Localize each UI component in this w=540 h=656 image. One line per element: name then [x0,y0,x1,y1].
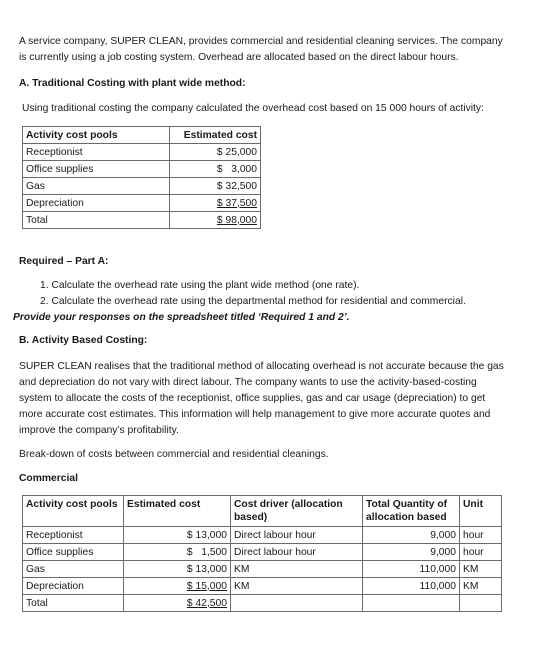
col-header-unit: Unit [460,496,502,527]
section-b-para-line: improve the company’s profitability. [19,425,179,436]
cell-driver: Direct labour hour [231,544,363,561]
cell-cost: $ 13,000 [124,527,231,544]
table-row [23,161,261,178]
table-row [23,544,502,561]
cell-cost-total: $ 42,500 [186,597,227,609]
cell-pool: Total [23,595,124,612]
cell-quantity: 9,000 [363,544,460,561]
table-header-row [23,127,261,144]
cell-unit [460,595,502,612]
cell-cost: $ 15,000 [186,580,227,592]
table-row [23,578,502,595]
cell-quantity [363,595,460,612]
cell-cost: $ 1,500 [124,544,231,561]
table-row [23,178,261,195]
cell-cost-total: $ 98,000 [216,214,257,226]
cell-pool: Total [23,212,170,229]
cell-unit: hour [460,544,502,561]
cell-pool: Office supplies [23,544,124,561]
table-overhead-costs [22,126,261,229]
table-row [23,195,261,212]
cell-pool: Gas [23,178,170,195]
required-note: Provide your responses on the spreadsheet titled ‘Required 1 and 2’. [13,312,350,323]
cell-driver [231,595,363,612]
table-row [23,212,261,229]
required-heading: Required – Part A: [19,256,109,267]
cell-unit: KM [460,578,502,595]
required-item-2: 2. Calculate the overhead rate using the departmental method for residential and commercial. [40,296,466,307]
section-a-heading: A. Traditional Costing with plant wide method: [19,78,246,89]
section-b-para-line: and depreciation do not vary with direct labour. The company wants to use the activity-based-costing [19,377,477,388]
table-row [23,527,502,544]
section-b-para-line: more accurate cost estimates. This information will help management to give more accurate quotes and [19,409,491,420]
col-header-estimated-cost: Estimated cost [124,496,231,527]
col-header-cost-driver: Cost driver (allocation based) [231,496,363,527]
commercial-heading: Commercial [19,473,78,484]
cell-quantity: 9,000 [363,527,460,544]
cell-cost: $ 37,500 [216,197,257,209]
cell-pool: Receptionist [23,527,124,544]
cell-driver: KM [231,578,363,595]
cell-quantity: 110,000 [363,561,460,578]
cell-pool: Gas [23,561,124,578]
table-row [23,561,502,578]
cell-pool: Depreciation [23,578,124,595]
section-b-para-line: system to allocate the costs of the receptionist, office supplies, gas and car usage (depreciation) to get [19,393,486,404]
cell-driver: KM [231,561,363,578]
table-row [23,144,261,161]
cell-quantity: 110,000 [363,578,460,595]
intro-line-1: A service company, SUPER CLEAN, provides commercial and residential cleaning services. The company [19,36,503,47]
cell-cost: $ 25,000 [170,144,261,161]
cell-unit: hour [460,527,502,544]
cell-pool: Depreciation [23,195,170,212]
breakdown-text: Break-down of costs between commercial and residential cleanings. [19,449,329,460]
cell-pool: Office supplies [23,161,170,178]
col-header-total-quantity: Total Quantity of allocation based [363,496,460,527]
cell-cost: $ 32,500 [170,178,261,195]
section-a-text: Using traditional costing the company calculated the overhead cost based on 15 000 hours of activity: [22,103,484,114]
required-item-1: 1. Calculate the overhead rate using the plant wide method (one rate). [40,280,360,291]
cell-cost: $ 13,000 [124,561,231,578]
table-row [23,595,502,612]
section-b-heading: B. Activity Based Costing: [19,335,148,346]
col-header-activity: Activity cost pools [23,496,124,527]
intro-line-2: is currently using a job costing system. Overhead are allocated based on the direct labour hours. [19,52,459,63]
cell-cost: $ 3,000 [170,161,261,178]
cell-unit: KM [460,561,502,578]
col-header-activity: Activity cost pools [23,127,170,144]
col-header-estimated-cost: Estimated cost [170,127,261,144]
cell-driver: Direct labour hour [231,527,363,544]
table-header-row [23,496,502,527]
table-commercial-abc [22,495,502,612]
section-b-para-line: SUPER CLEAN realises that the traditional method of allocating overhead is not accurate because the gas [19,361,504,372]
cell-pool: Receptionist [23,144,170,161]
